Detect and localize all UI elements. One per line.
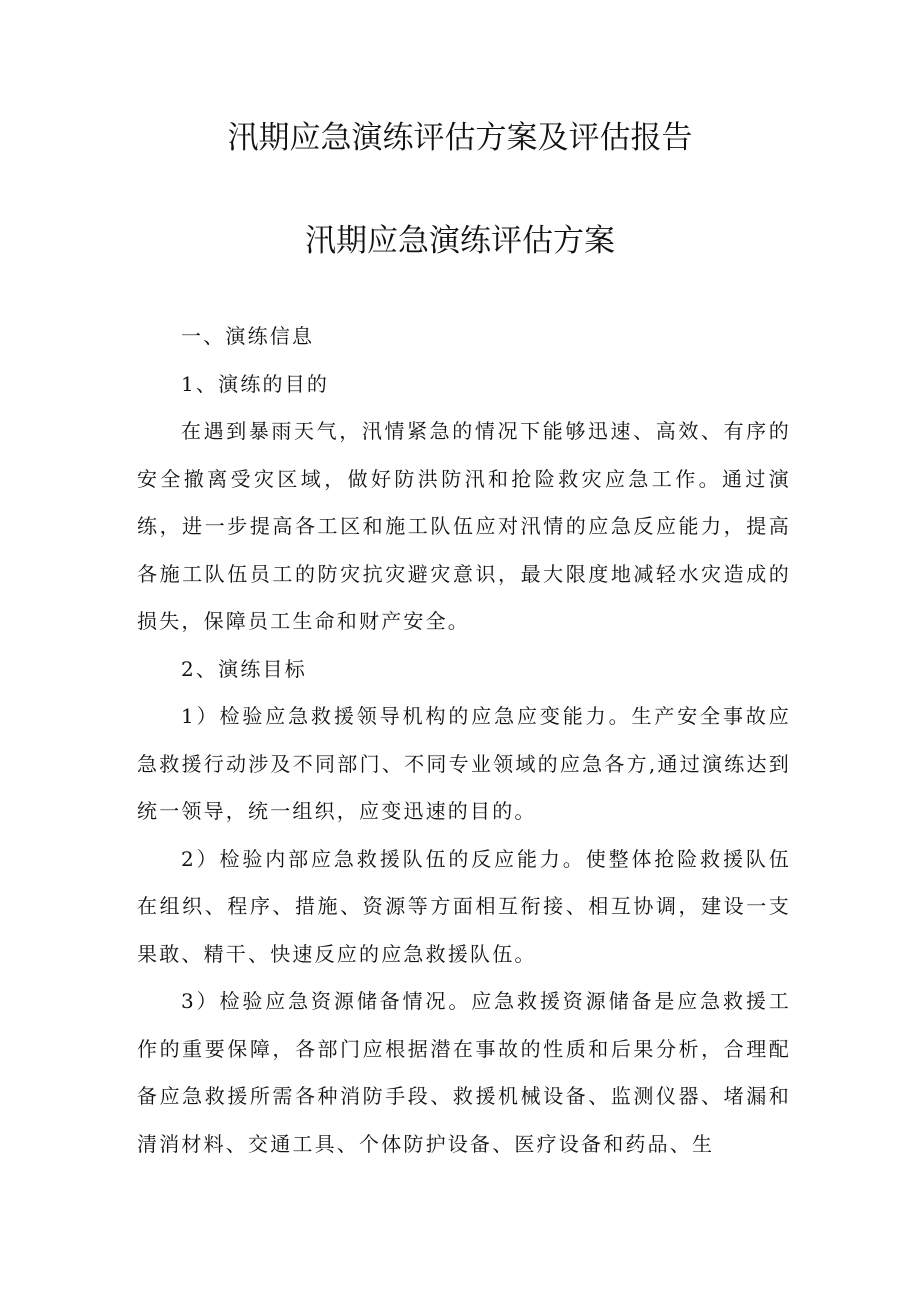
paragraph-goal-2: 2）检验内部应急救援队伍的反应能力。使整体抢险救援队伍在组织、程序、措施、资源等方面相互衔接、相互协调，建设一支果敢、精干、快速反应的应急救援队伍。 bbox=[137, 846, 791, 966]
paragraph-goal-3: 3）检验应急资源储备情况。应急救援资源储备是应急救援工作的重要保障，各部门应根据潜在事故的性质和后果分析，合理配备应急救援所需各种消防手段、救援机械设备、监测仪器、堵漏和清消材料、交通工具、个体防护设备、医疗设备和药品、生 bbox=[137, 989, 791, 1156]
subsection-heading-drill-goals: 2、演练目标 bbox=[181, 656, 307, 681]
subsection-heading-drill-purpose: 1、演练的目的 bbox=[181, 371, 330, 396]
paragraph-goal-1: 1）检验应急救援领导机构的应急应变能力。生产安全事故应急救援行动涉及不同部门、不同专业领域的应急各方,通过演练达到统一领导，统一组织，应变迅速的目的。 bbox=[137, 704, 791, 823]
paragraph-drill-purpose: 在遇到暴雨天气，汛情紧急的情况下能够迅速、高效、有序的安全撤离受灾区域，做好防洪防汛和抢险救灾应急工作。通过演练，进一步提高各工区和施工队伍应对汛情的应急反应能力，提高各施工队伍员工的防灾抗灾避灾意识，最大限度地减轻水灾造成的损失，保障员工生命和财产安全。 bbox=[137, 419, 791, 633]
sub-title: 汛期应急演练评估方案 bbox=[305, 223, 615, 259]
document-body bbox=[137, 313, 791, 1168]
main-title: 汛期应急演练评估方案及评估报告 bbox=[227, 120, 693, 156]
section-heading-drill-info: 一、演练信息 bbox=[181, 324, 315, 348]
